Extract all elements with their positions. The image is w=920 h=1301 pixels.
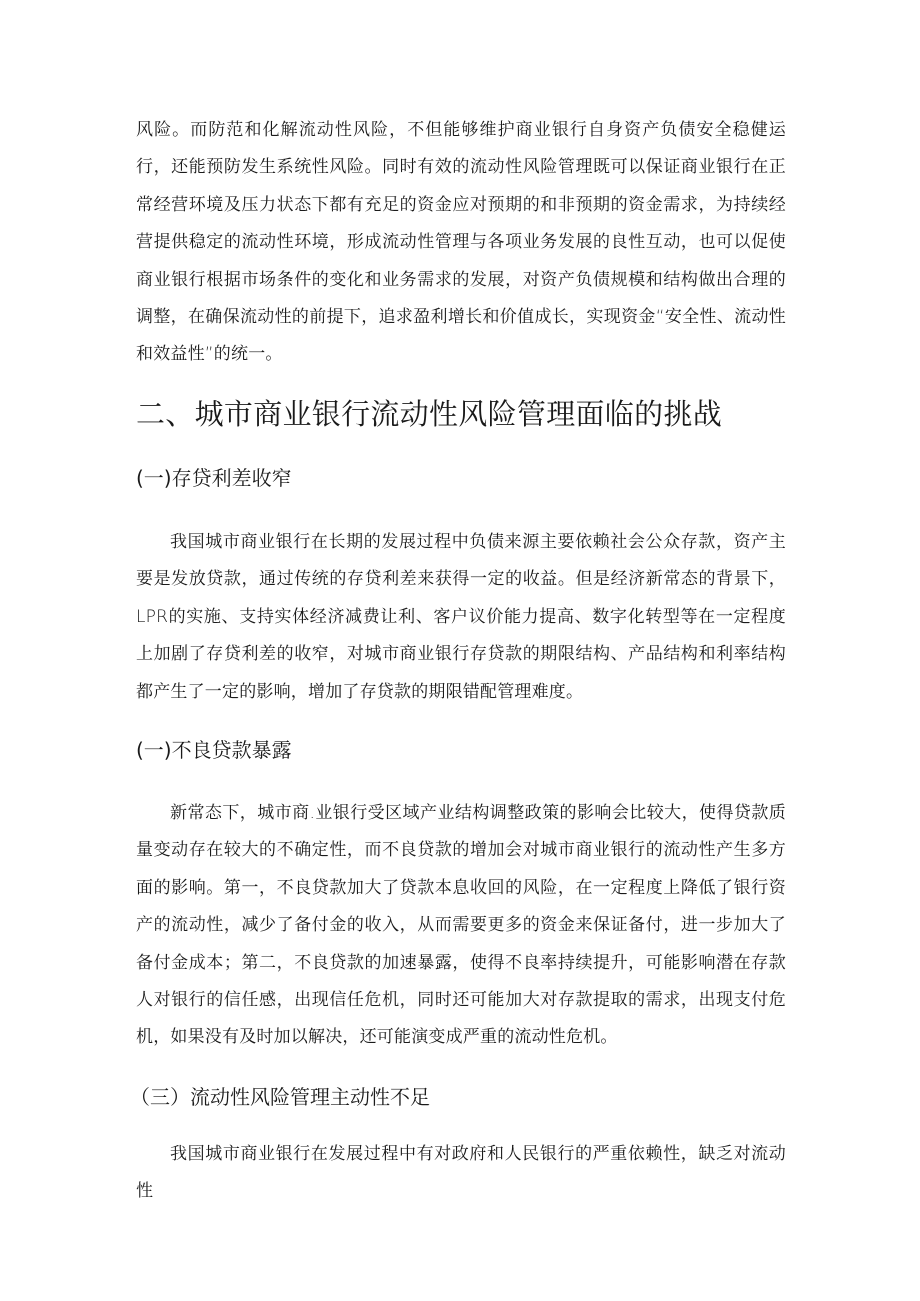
subsection-heading-1: (一)存贷利差收窄 — [136, 466, 292, 490]
intro-paragraph: 风险。而防范和化解流动性风险，不但能够维护商业银行自身资产负债安全稳健运行，还能预防发生系统性风险。同时有效的流动性风险管理既可以保证商业银行在正常经营环境及压力状态下都有充足的资金应对预期的和非预期的资金需求，为持续经营提供稳定的流动性环境，形成流动性管理与各项业务发展的良性互动，也可以促使商业银行根据市场条件的变化和业务需求的发展，对资产负债规模和结构做出合理的调整，在确保流动性的前提下，追求盈利增长和价值成长，实现资金“安全性、流动性和效益性”的统一。 — [136, 120, 786, 365]
subsection-body-3: 我国城市商业银行在发展过程中有对政府和人民银行的严重依赖性，缺乏对流动性 — [136, 1144, 786, 1202]
subsection-body-2: 新常态下，城市商.业银行受区域产业结构调整政策的影响会比较大，使得贷款质量变动存在较大的不确定性，而不良贷款的增加会对城市商业银行的流动性产生多方面的影响。第一，不良贷款加大了贷款本息收回的风险，在一定程度上降低了银行资产的流动性，减少了备付金的收入，从而需要更多的资金来保证备付，进一步加大了备付金成本；第二，不良贷款的加速暴露，使得不良率持续提升，可能影响潜在存款人对银行的信任感，出现信任危机，同时还可能加大对存款提取的需求，出现支付危机，如果没有及时加以解决，还可能演变成严重的流动性危机。 — [136, 803, 786, 1048]
subsection-body-1: 我国城市商业银行在长期的发展过程中负债来源主要依赖社会公众存款，资产主要是发放贷款，通过传统的存贷利差来获得一定的收益。但是经济新常态的背景下，LPR的实施、支持实体经济减费让利、客户议价能力提高、数字化转型等在一定程度上加剧了存贷利差的收窄，对城市商业银行存贷款的期限结构、产品结构和利率结构都产生了一定的影响，增加了存贷款的期限错配管理难度。 — [136, 532, 786, 702]
subsection-heading-2: (一)不良贷款暴露 — [136, 738, 292, 762]
subsection-heading-3: （三）流动性风险管理主动性不足 — [130, 1085, 430, 1109]
section-title: 二、城市商业银行流动性风险管理面临的挑战 — [136, 397, 723, 431]
